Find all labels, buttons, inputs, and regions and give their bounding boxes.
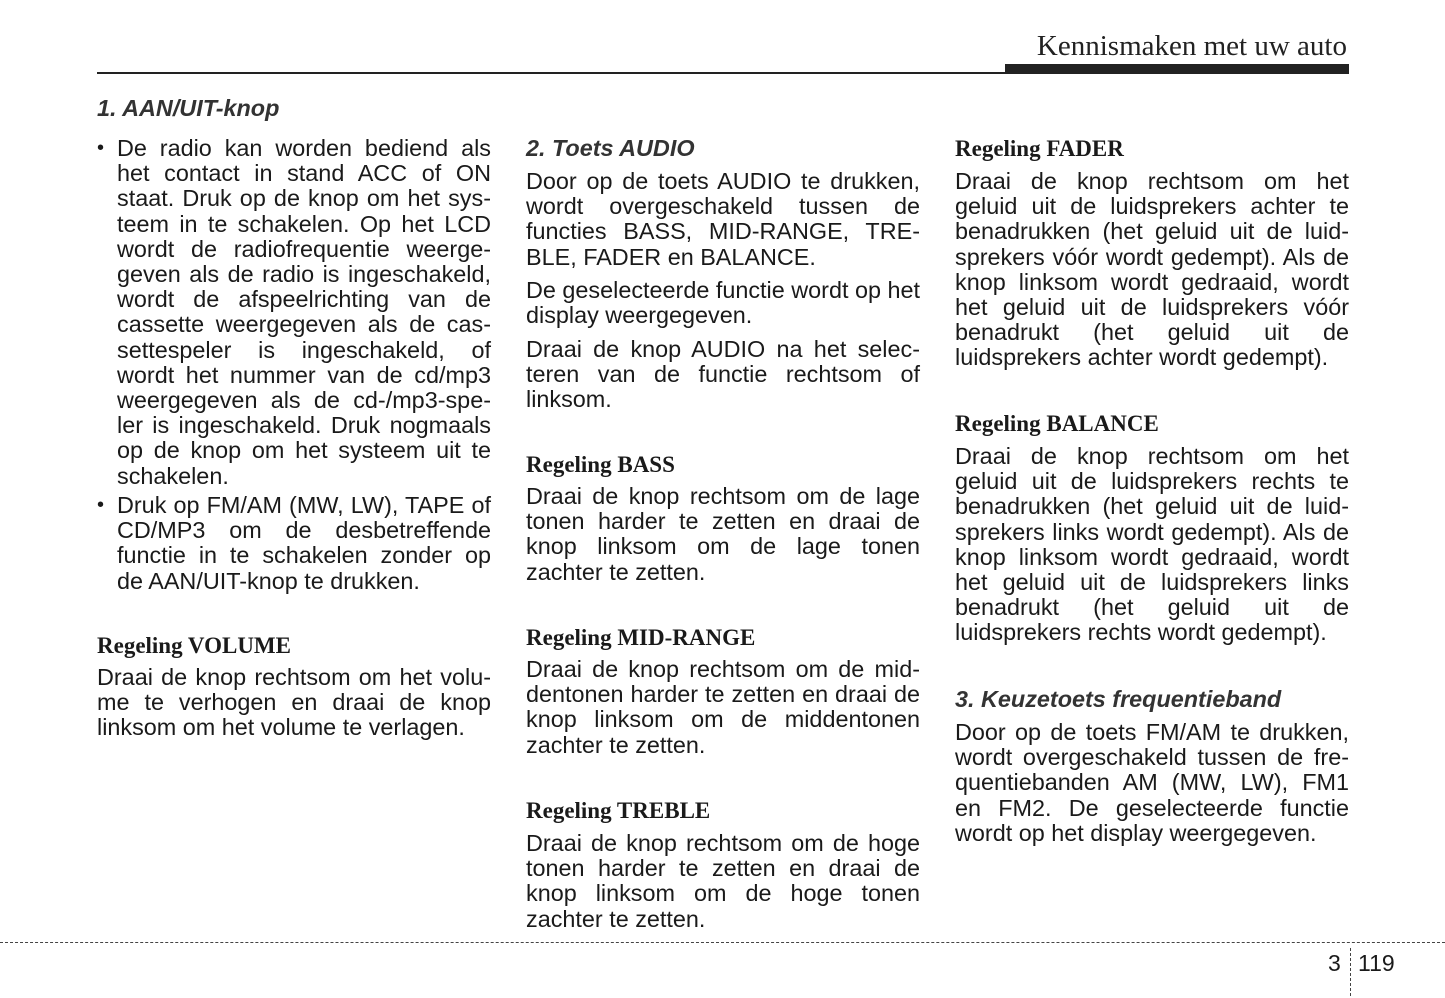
balance-text: Draai de knop rechtsom om het geluid uit de luidsprekers rechts te benadrukken (het geluid uit de luid-sprekers links wordt gedempt). Als de knop linksom wordt gedraaid, wordt het geluid uit de luidsprekers links benadrukt (het geluid uit de luidsprekers rechts wordt gedempt). <box>955 443 1349 646</box>
bass-heading: Regeling BASS <box>526 452 675 477</box>
treble-heading: Regeling TREBLE <box>526 798 711 823</box>
footer-rule <box>0 942 1445 943</box>
list-item <box>97 136 491 489</box>
section-heading-audio: 2. Toets AUDIO <box>526 135 695 161</box>
chapter-number: 3 <box>1328 950 1341 976</box>
audio-text-1: Door op de toets AUDIO te drukken, wordt overgeschakeld tussen de functies BASS, MID-RANGE, TRE-BLE, FADER en BALANCE. <box>526 168 920 270</box>
bass-text: Draai de knop rechtsom om de lage tonen harder te zetten en draai de knop linksom om de lage tonen zachter te zetten. <box>526 483 920 585</box>
bullet-icon: • <box>97 494 105 516</box>
list-item-text: De radio kan worden bediend als het contact in stand ACC of ON staat. Druk op de knop om het sys-teem in te schakelen. Op het LCD wordt de radiofrequentie weerge-geven als de radio is ingeschakeld, wordt de afspeelrichting van de cassette weergegeven als de cas-settespeler is ingeschakeld, of wordt het nummer van de cd/mp3 weergegeven als de cd-/mp3-spe-ler is ingeschakeld. Druk nogmaals op de knop om het systeem uit te schakelen. <box>117 135 491 489</box>
footer-separator <box>1350 948 1351 996</box>
volume-heading: Regeling VOLUME <box>97 633 291 658</box>
frequentieband-text: Door op de toets FM/AM te drukken, wordt overgeschakeld tussen de fre-quentiebanden AM (MW, LW), FM1 en FM2. De geselecteerde functie wordt op het display weergegeven. <box>955 719 1349 846</box>
mid-range-text: Draai de knop rechtsom om de mid-dentonen harder te zetten en draai de knop linksom om de middentonen zachter te zetten. <box>526 656 920 758</box>
fader-text: Draai de knop rechtsom om het geluid uit de luidsprekers achter te benadrukken (het geluid uit de luid-sprekers vóór wordt gedempt). Als de knop linksom wordt gedraaid, wordt het geluid uit de luidsprekers vóór benadrukt (het geluid uit de luidsprekers achter wordt gedempt). <box>955 168 1349 371</box>
list-item-text: Druk op FM/AM (MW, LW), TAPE of CD/MP3 om de desbetreffende functie in te schakelen zonder op de AAN/UIT-knop te drukken. <box>117 492 491 594</box>
treble-text: Draai de knop rechtsom om de hoge tonen harder te zetten en draai de knop linksom om de hoge tonen zachter te zetten. <box>526 830 920 932</box>
balance-heading: Regeling BALANCE <box>955 411 1159 436</box>
running-head: Kennismaken met uw auto <box>1036 30 1347 62</box>
audio-text-2: De geselecteerde functie wordt op het display weergegeven. <box>526 277 920 329</box>
mid-range-heading: Regeling MID-RANGE <box>526 625 756 650</box>
volume-text: Draai de knop rechtsom om het volu-me te verhogen en draai de knop linksom om het volume te verlagen. <box>97 664 491 741</box>
page-number: 119 <box>1358 950 1395 976</box>
bullet-icon: • <box>97 137 105 159</box>
fader-heading: Regeling FADER <box>955 136 1124 161</box>
list-item <box>97 493 491 594</box>
section-heading-frequentieband: 3. Keuzetoets frequentieband <box>955 686 1282 712</box>
audio-text-3: Draai de knop AUDIO na het selec-teren van de functie rechtsom of linksom. <box>526 336 920 413</box>
section-heading-aan-uit: 1. AAN/UIT-knop <box>97 95 280 121</box>
header-rule-accent <box>1005 64 1349 73</box>
